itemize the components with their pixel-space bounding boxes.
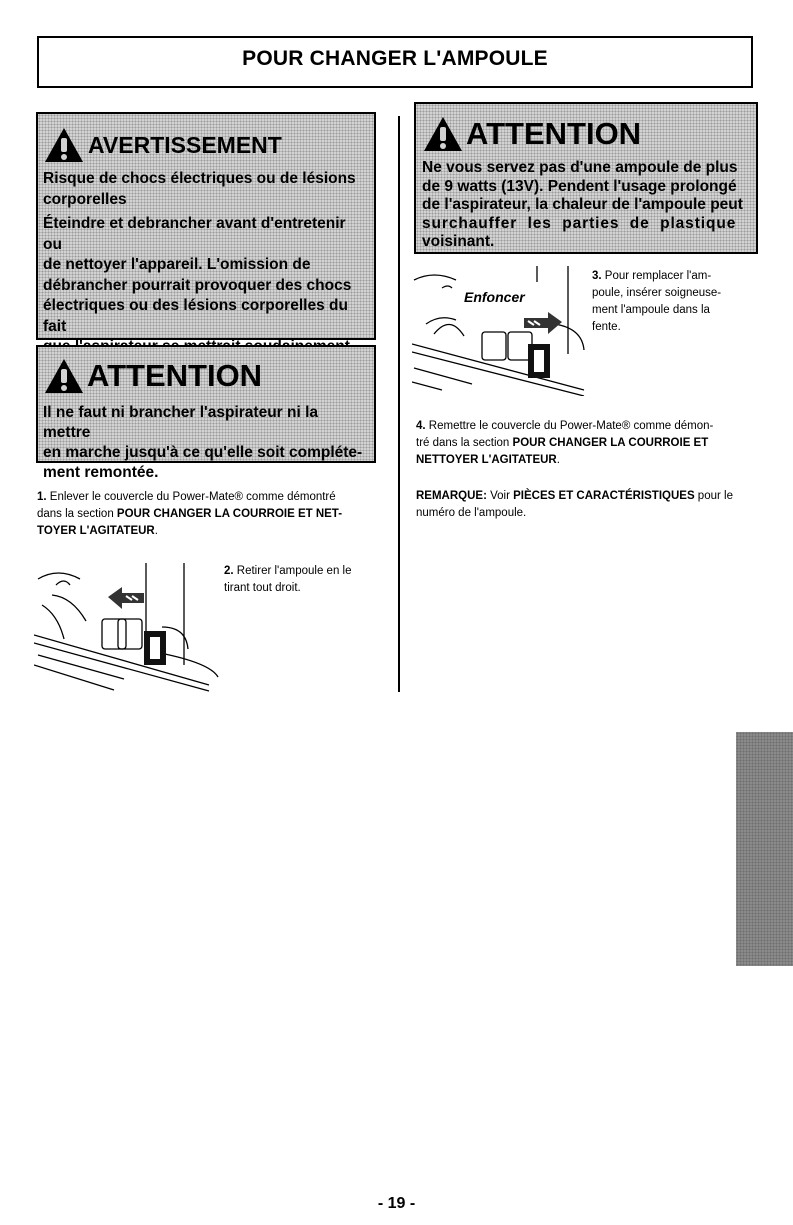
caution-box-right: [414, 102, 758, 254]
language-tab: [652, 732, 793, 1016]
push-label: Enfoncer: [464, 289, 525, 305]
warning-text: Risque de chocs électriques ou de lésions corporelles Éteindre et debrancher avant d'entretenir ou de nettoyer l'appareil. L'omission de débrancher pourrait provoquer des chocs électriques ou des lésions corporelles du fait: [43, 170, 356, 335]
caution-title: ATTENTION: [87, 358, 263, 393]
warning-triangle-icon: [422, 115, 464, 153]
note-text: REMARQUE: Voir PIÈCES ET CARACTÉRISTIQUES pour le numéro de l'ampoule.: [416, 490, 733, 519]
step-2-text: 2. Retirer l'ampoule en le tirant tout droit.: [224, 565, 352, 594]
step-4-text: 4. Remettre le couvercle du Power-Mate® comme démon- tré dans la section POUR CHANGER LA COURROIE ET NETTOYER L'AGITATEUR.: [416, 420, 714, 466]
warning-triangle-icon: [43, 357, 85, 395]
bulb-insert-illustration: [412, 262, 592, 396]
section-title-box: [37, 36, 753, 88]
warning-title: AVERTISSEMENT: [88, 131, 282, 158]
column-divider: [398, 116, 400, 692]
caution-text: Ne vous servez pas d'une ampoule de plus de 9 watts (13V). Pendent l'usage prolongé de l'aspirateur, la chaleur de l'ampoule peut surchauffer les parties de plastique voisinant.: [422, 159, 743, 250]
caution-text: Il ne faut ni brancher l'aspirateur ni la mettre en marche jusqu'à ce qu'elle soit compléte- ment remontée.: [43, 404, 363, 481]
page-title: POUR CHANGER L'AMPOULE: [242, 47, 548, 70]
language-tab-label: FRANÇAIS: [652, 868, 683, 1016]
page-number: - 19 -: [377, 1195, 416, 1212]
warning-triangle-icon: [43, 126, 85, 164]
warning-box: [36, 112, 376, 340]
caution-title: ATTENTION: [466, 116, 642, 151]
step-1-text: 1. Enlever le couvercle du Power-Mate® comme démontré dans la section POUR CHANGER LA COURROIE ET NET- TOYER L'AGITATEUR.: [37, 491, 343, 537]
caution-box-left: [36, 345, 376, 481]
step-3-text: 3. Pour remplacer l'am- poule, insérer soigneuse- ment l'ampoule dans la fente.: [592, 270, 722, 333]
bulb-removal-illustration: [34, 555, 219, 693]
